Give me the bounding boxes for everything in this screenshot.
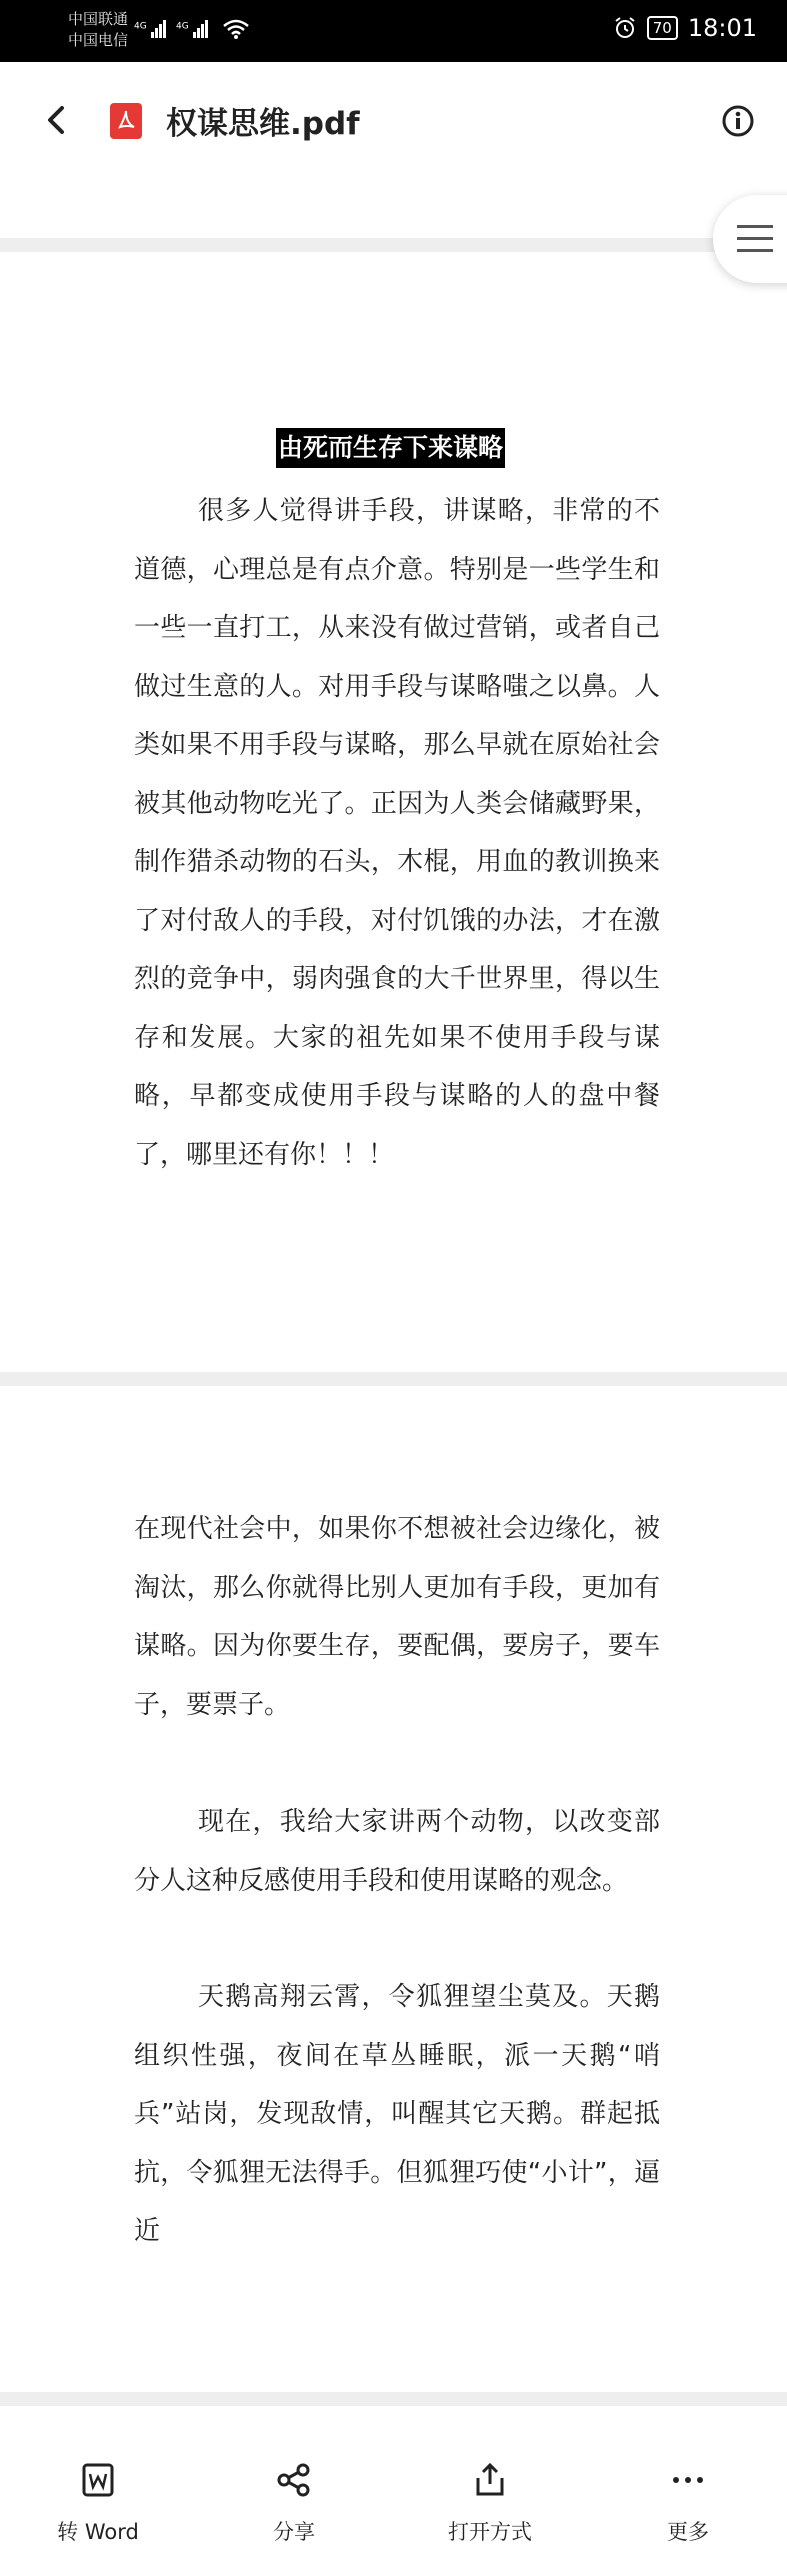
outline-menu-button[interactable] (713, 195, 787, 283)
share-button[interactable] (214, 2436, 374, 2560)
signal-1-icon: 4G (134, 20, 167, 38)
carrier-1: 中国联通 (68, 10, 129, 28)
signal-2-icon: 4G (176, 20, 209, 38)
page-separator (0, 2392, 787, 2406)
share-label: 分享 (273, 2520, 315, 2544)
convert-to-word-label: 转 Word (57, 2520, 139, 2544)
document-title: 权谋思维.pdf (166, 106, 360, 142)
bottom-toolbar (0, 2436, 787, 2560)
page-separator (0, 238, 787, 252)
hamburger-menu-icon (735, 219, 775, 259)
wifi-icon (222, 18, 250, 40)
open-with-button[interactable] (410, 2436, 570, 2560)
section-heading: 由死而生存下来谋略 (276, 428, 505, 468)
share-icon (276, 2462, 312, 2498)
carrier-2: 中国电信 (68, 31, 129, 49)
status-right (613, 14, 757, 42)
back-arrow-icon[interactable] (38, 100, 78, 140)
info-icon[interactable] (721, 104, 755, 138)
more-label: 更多 (667, 2520, 709, 2544)
paragraph: 很多人觉得讲手段，讲谋略，非常的不道德，心理总是有点介意。特别是一些学生和一些一直打工，从来没有做过营销，或者自己做过生意的人。对用手段与谋略嗤之以鼻。人类如果不用手段与谋略，那么早就在原始社会被其他动物吃光了。正因为人类会储藏野果，制作猎杀动物的石头，木棍，用血的教训换来了对付敌人的手段，对付饥饿的办法，才在激烈的竞争中，弱肉强食的大千世界里，得以生存和发展。大家的祖先如果不使用手段与谋略，早都变成使用手段与谋略的人的盘中餐了，哪里还有你！！！ (134, 496, 660, 1170)
battery-icon: 70 (647, 16, 678, 40)
convert-to-word-button[interactable] (18, 2436, 178, 2560)
carrier-labels (68, 9, 128, 51)
word-doc-icon (80, 2462, 116, 2498)
export-icon (472, 2462, 508, 2498)
more-dots-icon (670, 2462, 706, 2498)
paragraph: 现在，我给大家讲两个动物，以改变部分人这种反感使用手段和使用谋略的观念。 (134, 1807, 660, 1896)
status-time: 18:01 (687, 14, 757, 42)
paragraph: 在现代社会中，如果你不想被社会边缘化，被淘汰，那么你就得比别人更加有手段，更加有谋略。因为你要生存，要配偶，要房子，要车子，要票子。 (134, 1514, 660, 1720)
pdf-file-icon (110, 103, 142, 139)
more-button[interactable] (608, 2436, 768, 2560)
open-with-label: 打开方式 (448, 2520, 532, 2544)
page-separator (0, 1372, 787, 1386)
title-bar (0, 62, 787, 182)
alarm-icon (613, 16, 637, 40)
status-bar (0, 0, 787, 62)
paragraph: 天鹅高翔云霄，令狐狸望尘莫及。天鹅组织性强，夜间在草丛睡眠，派一天鹅“哨兵”站岗，发现敌情，叫醒其它天鹅。群起抵抗，令狐狸无法得手。但狐狸巧使“小计”，逼近 (134, 1982, 660, 2246)
